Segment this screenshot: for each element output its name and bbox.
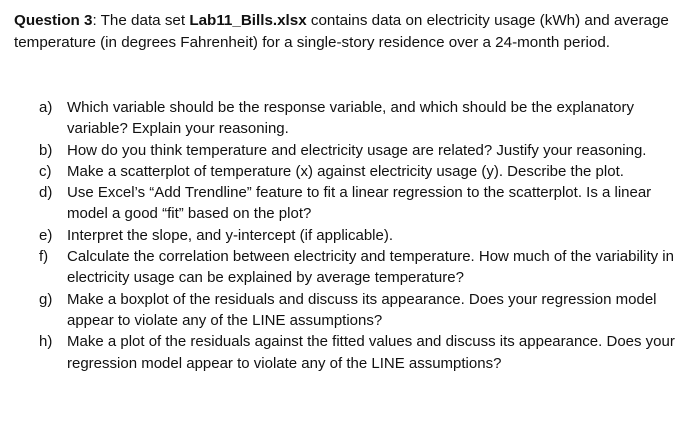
dataset-filename: Lab11_Bills.xlsx: [189, 12, 307, 29]
question-intro-text-start: The data set: [100, 12, 190, 29]
part-text: How do you think temperature and electricity usage are related? Justify your reasoning.: [67, 141, 647, 159]
part-text: Make a boxplot of the residuals and discuss its appearance. Does your regression model appear to violate any of the LINE assumptions?: [67, 290, 657, 329]
part-text: Make a plot of the residuals against the fitted values and discuss its appearance. Does your regression model appear to violate any of the LINE assumptions?: [67, 333, 675, 372]
part-text: Calculate the correlation between electricity and temperature. How much of the variability in electricity usage can be explained by average temperature?: [67, 248, 674, 287]
part-marker: f): [39, 248, 49, 266]
question-parts-list: [39, 97, 679, 374]
part-marker: g): [39, 290, 53, 308]
question-part-g: [39, 289, 679, 332]
part-marker: e): [39, 226, 53, 244]
part-text: Interpret the slope, and y-intercept (if applicable).: [67, 226, 394, 244]
question-part-f: [39, 246, 679, 289]
question-part-a: [39, 97, 679, 140]
part-text: Make a scatterplot of temperature (x) against electricity usage (y). Describe the plot.: [67, 162, 624, 180]
part-text: Use Excel’s “Add Trendline” feature to fit a linear regression to the scatterplot. Is a linear model a good “fit” based on the plot?: [67, 184, 652, 223]
part-marker: b): [39, 141, 53, 159]
question-label: Question 3: [14, 12, 93, 29]
question-part-d: [39, 182, 679, 225]
question-separator: :: [92, 12, 101, 29]
part-marker: h): [39, 333, 53, 351]
part-marker: a): [39, 99, 53, 116]
question-part-h: [39, 331, 679, 374]
question-intro-text-end: contains data on electricity usage (kWh) and average temperature (in degrees Fahrenheit) for a single-story residence over a 24-month period.: [14, 12, 669, 51]
question-part-c: [39, 161, 679, 182]
part-marker: d): [39, 184, 53, 202]
part-text: Which variable should be the response variable, and which should be the explanatory variable? Explain your reasoning.: [67, 99, 635, 138]
question-part-e: [39, 225, 679, 246]
part-marker: c): [39, 162, 52, 180]
question-part-b: [39, 140, 679, 161]
document-page: [14, 10, 678, 372]
question-intro: [14, 10, 678, 53]
